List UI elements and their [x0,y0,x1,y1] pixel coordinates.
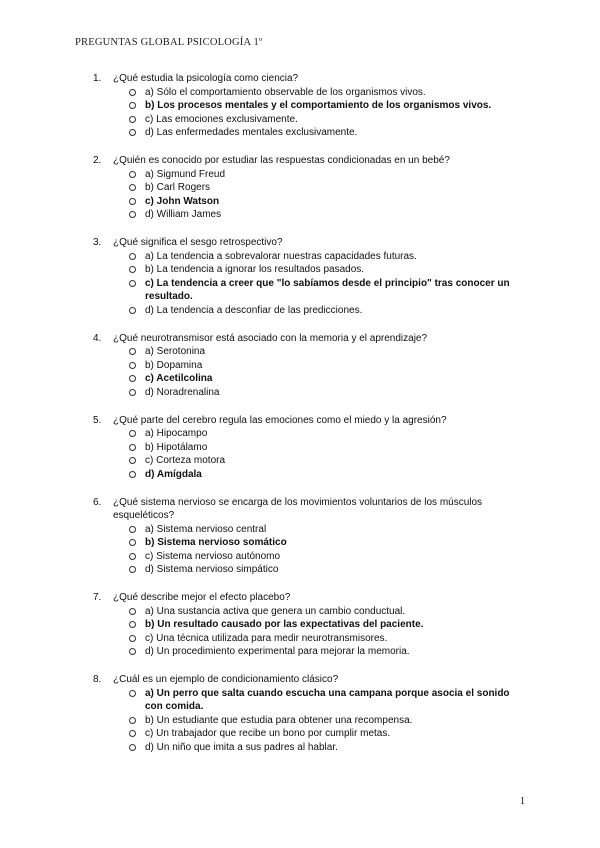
circle-bullet-icon [129,744,136,751]
document-header: PREGUNTAS GLOBAL PSICOLOGÍA 1º [75,37,263,48]
circle-bullet-icon [129,184,136,191]
correct-answer-text: c) La tendencia a creer que "lo sabíamos desde el principio" tras conocer un resultado. [145,277,510,302]
circle-bullet-icon [129,526,136,533]
circle-bullet-icon [129,375,136,382]
question-row [0,332,600,346]
circle-bullet-icon [129,471,136,478]
answer-option [0,359,600,373]
answer-option [0,523,600,537]
answer-text: d) Un procedimiento experimental para mejorar la memoria. [145,646,410,657]
question-1 [0,72,600,140]
answer-option [0,181,600,195]
answer-text: d) Un niño que imita a sus padres al hablar. [145,741,338,753]
answer-text: d) Sistema nervioso simpático [145,564,279,575]
correct-answer-text: b) Sistema nervioso somático [145,537,287,548]
answer-option [0,727,600,741]
question-list [0,72,600,769]
circle-bullet-icon [129,690,136,697]
answer-text: c) Corteza motora [145,455,226,466]
question-2 [0,154,600,222]
answer-option [0,550,600,564]
correct-answer-text: b) Un resultado causado por las expectativas del paciente. [145,619,424,630]
correct-answer-text: a) Un perro que salta cuando escucha una campana porque asocia el sonido con comida. [145,687,510,712]
circle-bullet-icon [129,307,136,314]
answer-text: c) Las emociones exclusivamente. [145,113,298,125]
circle-bullet-icon [129,730,136,737]
answer-option [0,741,600,755]
question-row [0,591,600,605]
circle-bullet-icon [129,389,136,396]
answer-text: b) Hipotálamo [145,441,208,453]
question-row [0,414,600,428]
answer-text: a) Sigmund Freud [145,168,226,180]
answer-option [0,632,600,646]
question-7 [0,591,600,659]
answer-text: d) Noradrenalina [145,386,220,398]
answer-option [0,195,600,209]
answer-option [0,168,600,182]
answer-option [0,427,600,441]
circle-bullet-icon [129,116,136,123]
circle-bullet-icon [129,129,136,136]
question-number: 7. [93,592,102,603]
answer-text: b) Un estudiante que estudia para obtener una recompensa. [145,714,413,726]
answer-option [0,372,600,386]
question-text: ¿Qué sistema nervioso se encarga de los movimientos voluntarios de los músculos esqueléticos? [113,496,483,521]
correct-answer-text: c) Acetilcolina [145,373,213,384]
question-number: 4. [93,332,102,344]
circle-bullet-icon [129,280,136,287]
question-8 [0,673,600,754]
answer-option [0,345,600,359]
question-4 [0,332,600,400]
correct-answer-text: b) Los procesos mentales y el comportamiento de los organismos vivos. [145,100,492,111]
question-text: ¿Qué significa el sesgo retrospectivo? [113,237,283,248]
answer-text: c) Sistema nervioso autónomo [145,550,281,562]
question-text: ¿Qué describe mejor el efecto placebo? [113,592,291,603]
circle-bullet-icon [129,362,136,369]
circle-bullet-icon [129,444,136,451]
answer-option [0,250,600,264]
question-text: ¿Quién es conocido por estudiar las respuestas condicionadas en un bebé? [113,155,450,166]
answer-option [0,277,600,304]
question-6 [0,496,600,577]
circle-bullet-icon [129,89,136,96]
question-row [0,673,600,687]
answer-option [0,687,600,714]
answer-text: b) Carl Rogers [145,182,211,193]
answer-option [0,714,600,728]
answer-option [0,304,600,318]
correct-answer-text: d) Amígdala [145,468,202,480]
question-text: ¿Cuál es un ejemplo de condicionamiento clásico? [113,674,339,685]
circle-bullet-icon [129,102,136,109]
answer-option [0,441,600,455]
answer-text: d) La tendencia a desconfiar de las predicciones. [145,304,363,316]
circle-bullet-icon [129,171,136,178]
answer-text: a) Hipocampo [145,428,208,439]
answer-option [0,645,600,659]
question-text: ¿Qué parte del cerebro regula las emociones como el miedo y la agresión? [113,414,447,426]
question-number: 6. [93,496,102,508]
answer-text: a) Una sustancia activa que genera un cambio conductual. [145,605,406,617]
circle-bullet-icon [129,553,136,560]
circle-bullet-icon [129,648,136,655]
circle-bullet-icon [129,635,136,642]
circle-bullet-icon [129,253,136,260]
answer-option [0,113,600,127]
circle-bullet-icon [129,198,136,205]
question-number: 1. [93,73,102,84]
question-number: 5. [93,414,102,426]
circle-bullet-icon [129,621,136,628]
answer-text: a) Serotonina [145,346,206,357]
question-number: 3. [93,237,102,248]
circle-bullet-icon [129,539,136,546]
answer-text: d) William James [145,209,222,220]
answer-text: a) La tendencia a sobrevalorar nuestras capacidades futuras. [145,250,417,262]
answer-option [0,618,600,632]
answer-option [0,563,600,577]
answer-option [0,263,600,277]
answer-option [0,99,600,113]
answer-text: c) Una técnica utilizada para medir neurotransmisores. [145,632,388,644]
circle-bullet-icon [129,608,136,615]
answer-option [0,605,600,619]
question-5 [0,414,600,482]
circle-bullet-icon [129,430,136,437]
question-row [0,236,600,250]
circle-bullet-icon [129,211,136,218]
circle-bullet-icon [129,457,136,464]
circle-bullet-icon [129,348,136,355]
answer-option [0,86,600,100]
answer-text: b) Dopamina [145,359,203,371]
answer-text: a) Sistema nervioso central [145,523,267,535]
question-text: ¿Qué estudia la psicología como ciencia? [113,73,299,84]
answer-text: d) Las enfermedades mentales exclusivamente. [145,127,358,138]
circle-bullet-icon [129,566,136,573]
question-3 [0,236,600,317]
answer-text: b) La tendencia a ignorar los resultados pasados. [145,264,365,275]
answer-option [0,454,600,468]
answer-text: c) Un trabajador que recibe un bono por cumplir metas. [145,728,391,739]
page-number: 1 [520,796,525,807]
answer-option [0,386,600,400]
correct-answer-text: c) John Watson [145,195,220,207]
question-number: 8. [93,674,102,685]
answer-option [0,536,600,550]
question-row [0,496,600,523]
answer-option [0,126,600,140]
answer-option [0,208,600,222]
question-text: ¿Qué neurotransmisor está asociado con la memoria y el aprendizaje? [113,332,428,344]
answer-text: a) Sólo el comportamiento observable de los organismos vivos. [145,86,426,98]
answer-option [0,468,600,482]
circle-bullet-icon [129,717,136,724]
question-row [0,72,600,86]
question-row [0,154,600,168]
question-number: 2. [93,155,102,166]
circle-bullet-icon [129,266,136,273]
